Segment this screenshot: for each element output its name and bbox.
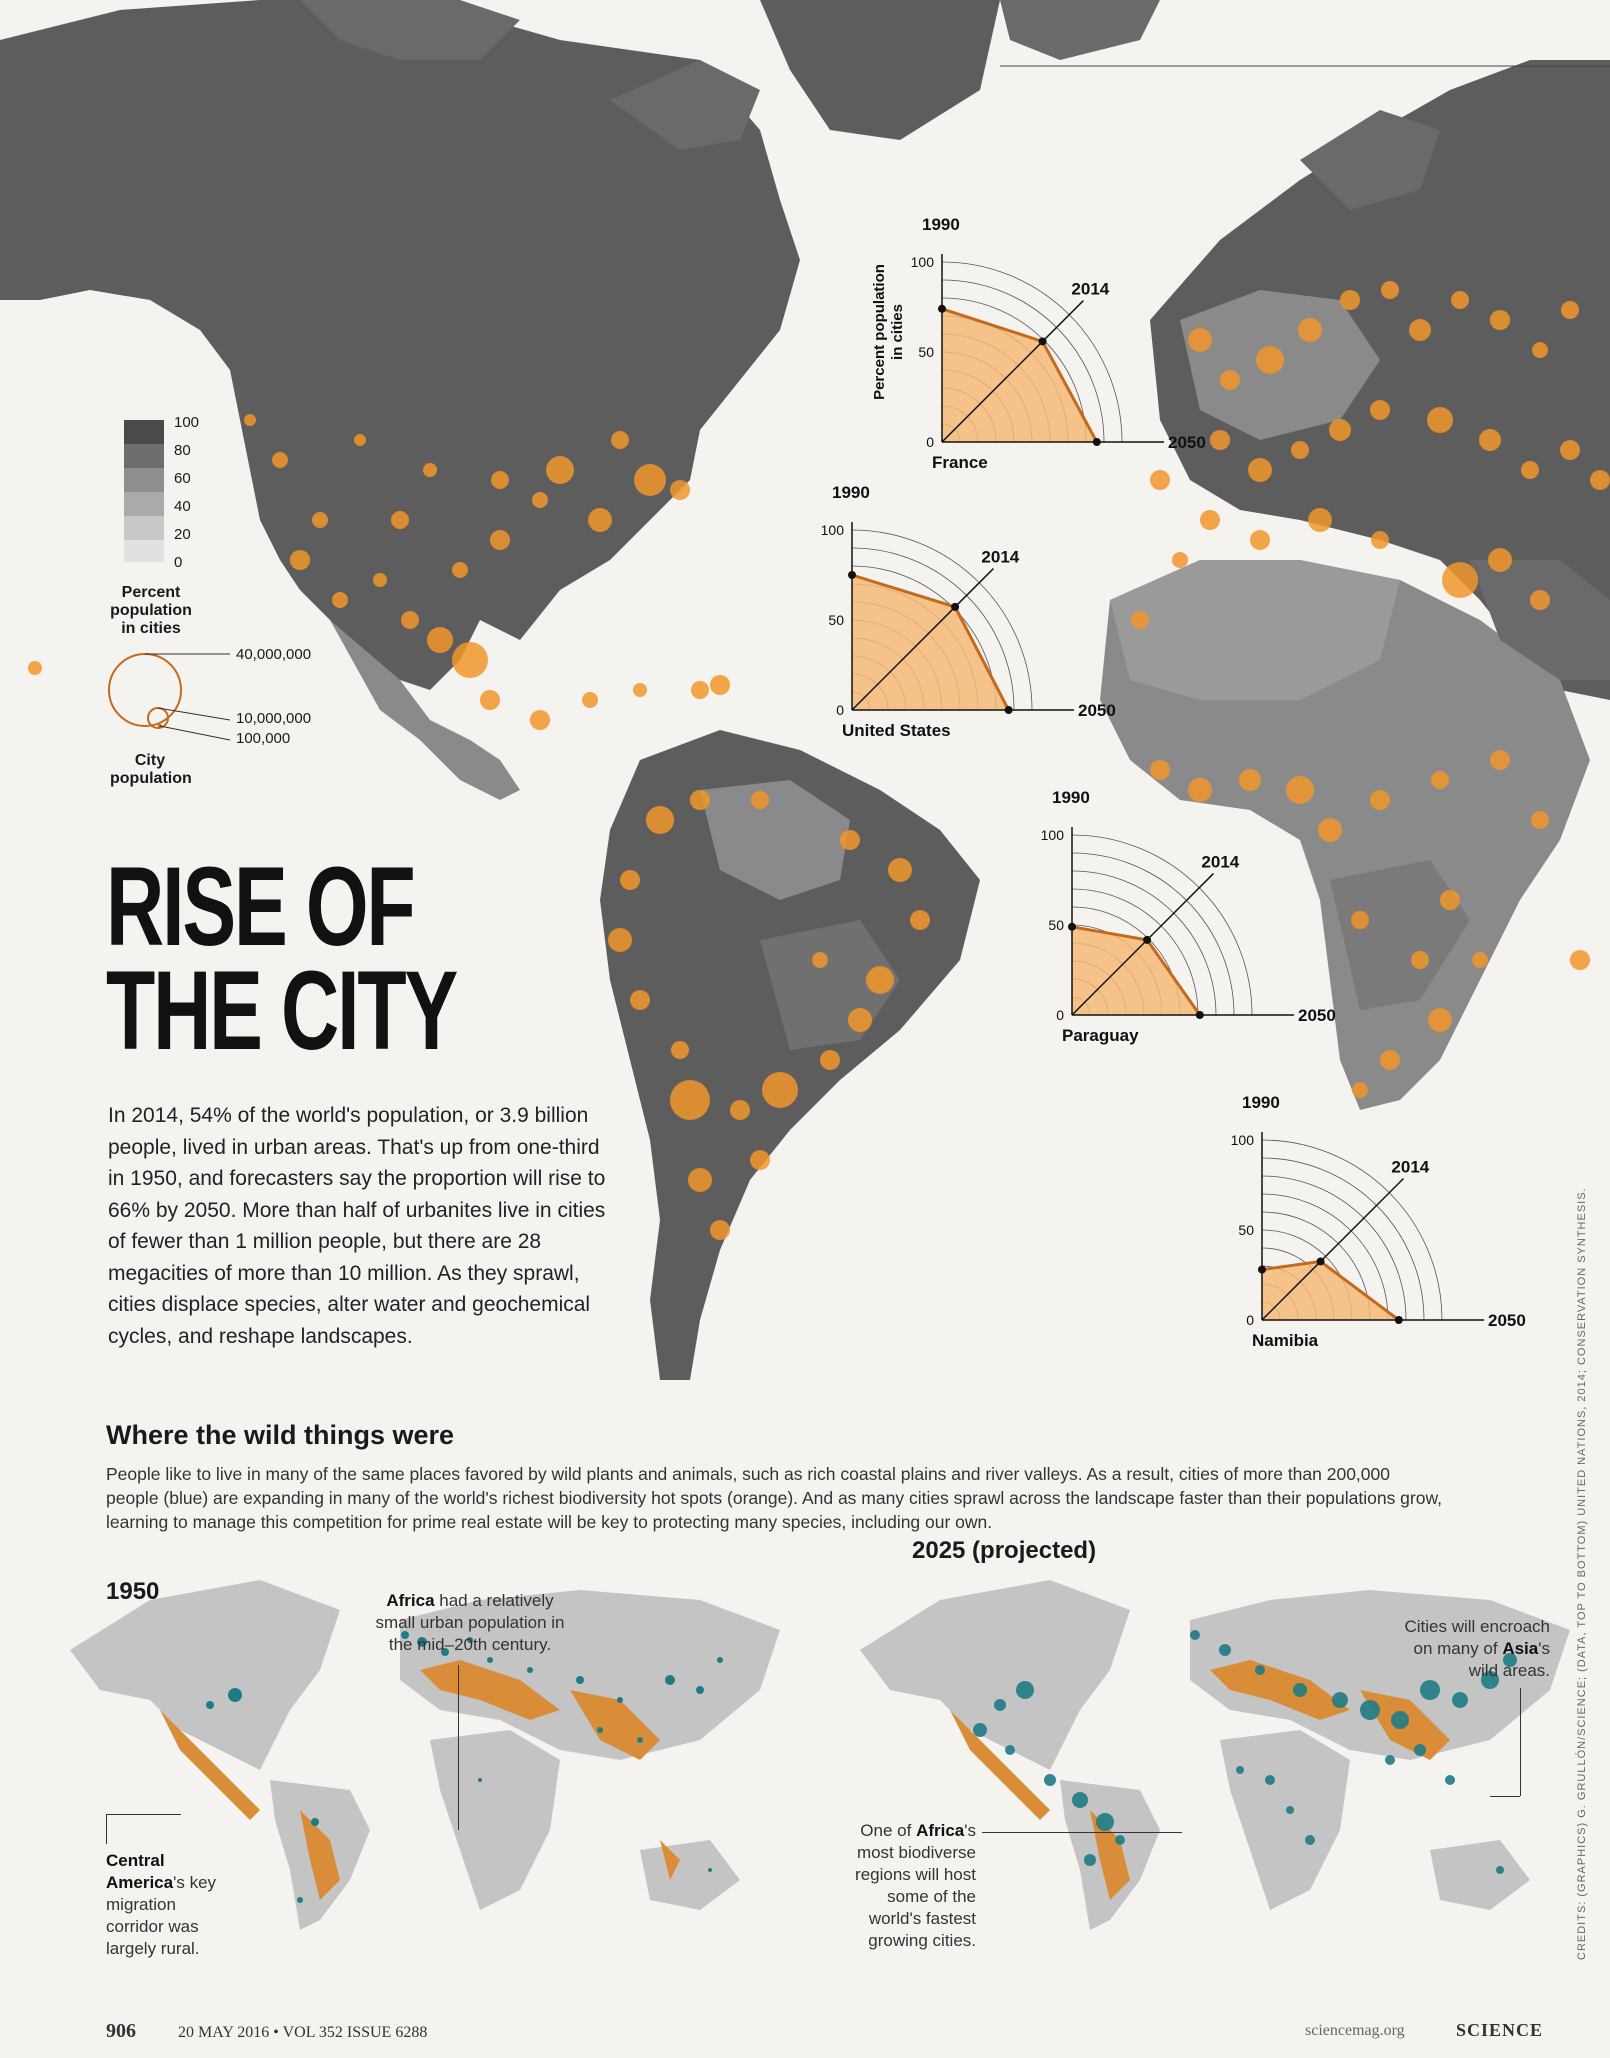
chart-label-1990: 1990	[922, 215, 960, 234]
annotation-leader-line	[1520, 1688, 1521, 1796]
radial-chart-france	[850, 212, 1206, 492]
chart-label-2050: 2050	[1168, 433, 1206, 452]
page-title-line-1: RISE OF	[106, 844, 414, 969]
chart-label-1990: 1990	[1242, 1093, 1280, 1112]
chart-label-2014: 2014	[1391, 1157, 1430, 1177]
chart-y-label: Percent population	[871, 264, 888, 400]
chart-y-tick: 100	[1230, 1132, 1254, 1148]
page-number: 906	[106, 2020, 136, 2042]
chart-country-label: Namibia	[1252, 1331, 1319, 1350]
percent-legend	[124, 414, 200, 571]
page-title-line-2: THE CITY	[106, 948, 457, 1073]
chart-label-2050: 2050	[1488, 1311, 1526, 1330]
annot-text: on many of	[1413, 1639, 1503, 1658]
annot-text: corridor was	[106, 1917, 199, 1936]
scale-tick-0: 0	[174, 554, 183, 571]
chart-label-2014: 2014	[1071, 279, 1110, 299]
annotation-africa-1950	[355, 1590, 585, 1656]
radial-chart-paraguay	[980, 785, 1336, 1065]
annot-text: some of the	[887, 1887, 976, 1906]
annot-bold: Central	[106, 1851, 165, 1870]
annot-text: regions will host	[855, 1865, 976, 1884]
percent-scale-bar	[124, 420, 169, 565]
chart-point	[951, 603, 959, 611]
annot-text: One of	[860, 1821, 917, 1840]
city-size-legend	[100, 640, 240, 740]
annotation-asia	[1360, 1616, 1550, 1682]
chart-label-2014: 2014	[981, 547, 1020, 567]
chart-y-tick: 50	[828, 612, 844, 628]
intro-paragraph: In 2014, 54% of the world's population, or 3.9 billion people, lived in urban areas. That's up from one-third in 1950, and forecasters say the proportion will rise to 66% by 2050. More than half of urbanites live in cities of fewer than 1 million people, but there are 28 megacities of more than 10 million. As they sprawl, cities displace species, alter water and geochemical cycles, and reshape landscapes.	[108, 1104, 606, 1348]
chart-y-tick: 50	[1048, 917, 1064, 933]
annot-text: the mid–20th century.	[388, 1635, 552, 1654]
annot-bold: Asia	[1502, 1639, 1539, 1658]
chart-area	[852, 575, 1009, 710]
chart-y-tick: 100	[820, 522, 844, 538]
radial-chart-svg	[760, 480, 1116, 755]
chart-label-2014: 2014	[1201, 852, 1240, 872]
chart-label-2050: 2050	[1298, 1006, 1336, 1025]
legend-label-line: in cities	[121, 620, 181, 637]
site-url[interactable]: sciencemag.org	[1305, 2022, 1405, 2039]
chart-point	[1258, 1266, 1266, 1274]
radial-chart-svg	[1170, 1090, 1526, 1365]
radial-chart-svg	[850, 212, 1206, 487]
annot-text: small urban population in	[375, 1613, 565, 1632]
annotation-leader-line	[982, 1832, 1182, 1833]
annot-text: had a relatively	[434, 1591, 554, 1610]
chart-label-2050: 2050	[1078, 701, 1116, 720]
annot-text: 's	[1538, 1639, 1550, 1658]
city-size-legend-label	[110, 752, 190, 788]
city-size-tick-10m: 10,000,000	[236, 710, 312, 727]
annotation-leader-line	[458, 1665, 459, 1830]
page-title	[106, 844, 457, 1073]
chart-y-tick: 100	[910, 254, 934, 270]
journal-name: SCIENCE	[1456, 2020, 1544, 2040]
chart-point	[1317, 1257, 1325, 1265]
annot-bold: Africa	[386, 1591, 435, 1610]
chart-area	[942, 309, 1097, 442]
chart-area	[1072, 927, 1200, 1015]
annotation-leader-line	[106, 1814, 181, 1815]
scale-tick-60: 60	[174, 470, 191, 487]
annotation-central-america	[106, 1850, 246, 1960]
chart-label-1990: 1990	[832, 483, 870, 502]
percent-legend-label	[96, 584, 206, 638]
scale-tick-20: 20	[174, 526, 191, 543]
chart-country-label: Paraguay	[1062, 1026, 1139, 1045]
annotation-leader-line	[1490, 1796, 1520, 1797]
chart-point	[1068, 923, 1076, 931]
section-body: People like to live in many of the same places favored by wild plants and animals, such as rich coastal plains and river valleys. As a result, cities of more than 200,000 people (blue) are expanding in many of the world's richest biodiversity hot spots (orange). And as many cities sprawl across the landscape faster than their populations grow, learning to manage this competition for prime real estate will be key to protecting many species, including our own.	[106, 1464, 1443, 1532]
section-title: Where the wild things were	[106, 1420, 455, 1450]
legend-label-line: population	[110, 602, 192, 619]
annot-text: largely rural.	[106, 1939, 200, 1958]
annotation-africa-2025	[836, 1820, 976, 1952]
chart-point	[938, 305, 946, 313]
legend-label-line: Percent	[121, 584, 181, 601]
annot-text: wild areas.	[1468, 1661, 1550, 1680]
scale-tick-80: 80	[174, 442, 191, 459]
legend-label-line: City	[134, 752, 166, 769]
annot-text: 's key	[173, 1873, 217, 1892]
chart-point	[1395, 1316, 1403, 1324]
chart-y-tick: 0	[1246, 1312, 1254, 1328]
issue-info: 20 MAY 2016 • VOL 352 ISSUE 6288	[178, 2024, 428, 2041]
chart-y-tick: 0	[1056, 1007, 1064, 1023]
annot-text: 's	[964, 1821, 976, 1840]
radial-chart-svg	[980, 785, 1336, 1060]
chart-label-1990: 1990	[1052, 788, 1090, 807]
arctic-ice-landmass	[1000, 0, 1160, 60]
city-size-tick-100k: 100,000	[236, 730, 291, 747]
chart-point	[848, 571, 856, 579]
credits: CREDITS: (GRAPHICS) G. GRULLÓN/SCIENCE; (DATA, TOP TO BOTTOM) UNITED NATIONS, 2014; CONSERVATION SYNTHESIS.	[1576, 1187, 1588, 1960]
legend-label-line: population	[110, 770, 192, 787]
annot-bold: Africa	[916, 1821, 965, 1840]
scale-tick-100: 100	[174, 414, 200, 431]
annot-text: most biodiverse	[856, 1843, 976, 1862]
annot-bold: America	[106, 1873, 174, 1892]
annot-text: world's fastest	[868, 1909, 976, 1928]
chart-country-label: France	[932, 453, 988, 472]
annot-text: growing cities.	[868, 1931, 976, 1950]
scale-tick-40: 40	[174, 498, 191, 515]
chart-country-label: United States	[842, 721, 951, 740]
chart-y-tick: 100	[1040, 827, 1064, 843]
chart-point	[1039, 337, 1047, 345]
chart-y-tick: 0	[926, 434, 934, 450]
chart-point	[1196, 1011, 1204, 1019]
annot-text: migration	[106, 1895, 176, 1914]
map-1950-title: 1950	[106, 1578, 160, 1605]
annot-text: Cities will encroach	[1404, 1617, 1550, 1636]
radial-chart-namibia	[1170, 1090, 1526, 1370]
chart-point	[1143, 936, 1151, 944]
chart-y-tick: 50	[1238, 1222, 1254, 1238]
chart-y-tick: 0	[836, 702, 844, 718]
city-size-tick-40m: 40,000,000	[236, 646, 312, 663]
radial-chart-united-states	[760, 480, 1116, 760]
chart-y-tick: 50	[918, 344, 934, 360]
chart-y-label: in cities	[889, 304, 906, 360]
chart-point	[1005, 706, 1013, 714]
annotation-leader-line	[106, 1814, 107, 1844]
chart-point	[1093, 438, 1101, 446]
map-2025-title: 2025 (projected)	[912, 1537, 1097, 1564]
